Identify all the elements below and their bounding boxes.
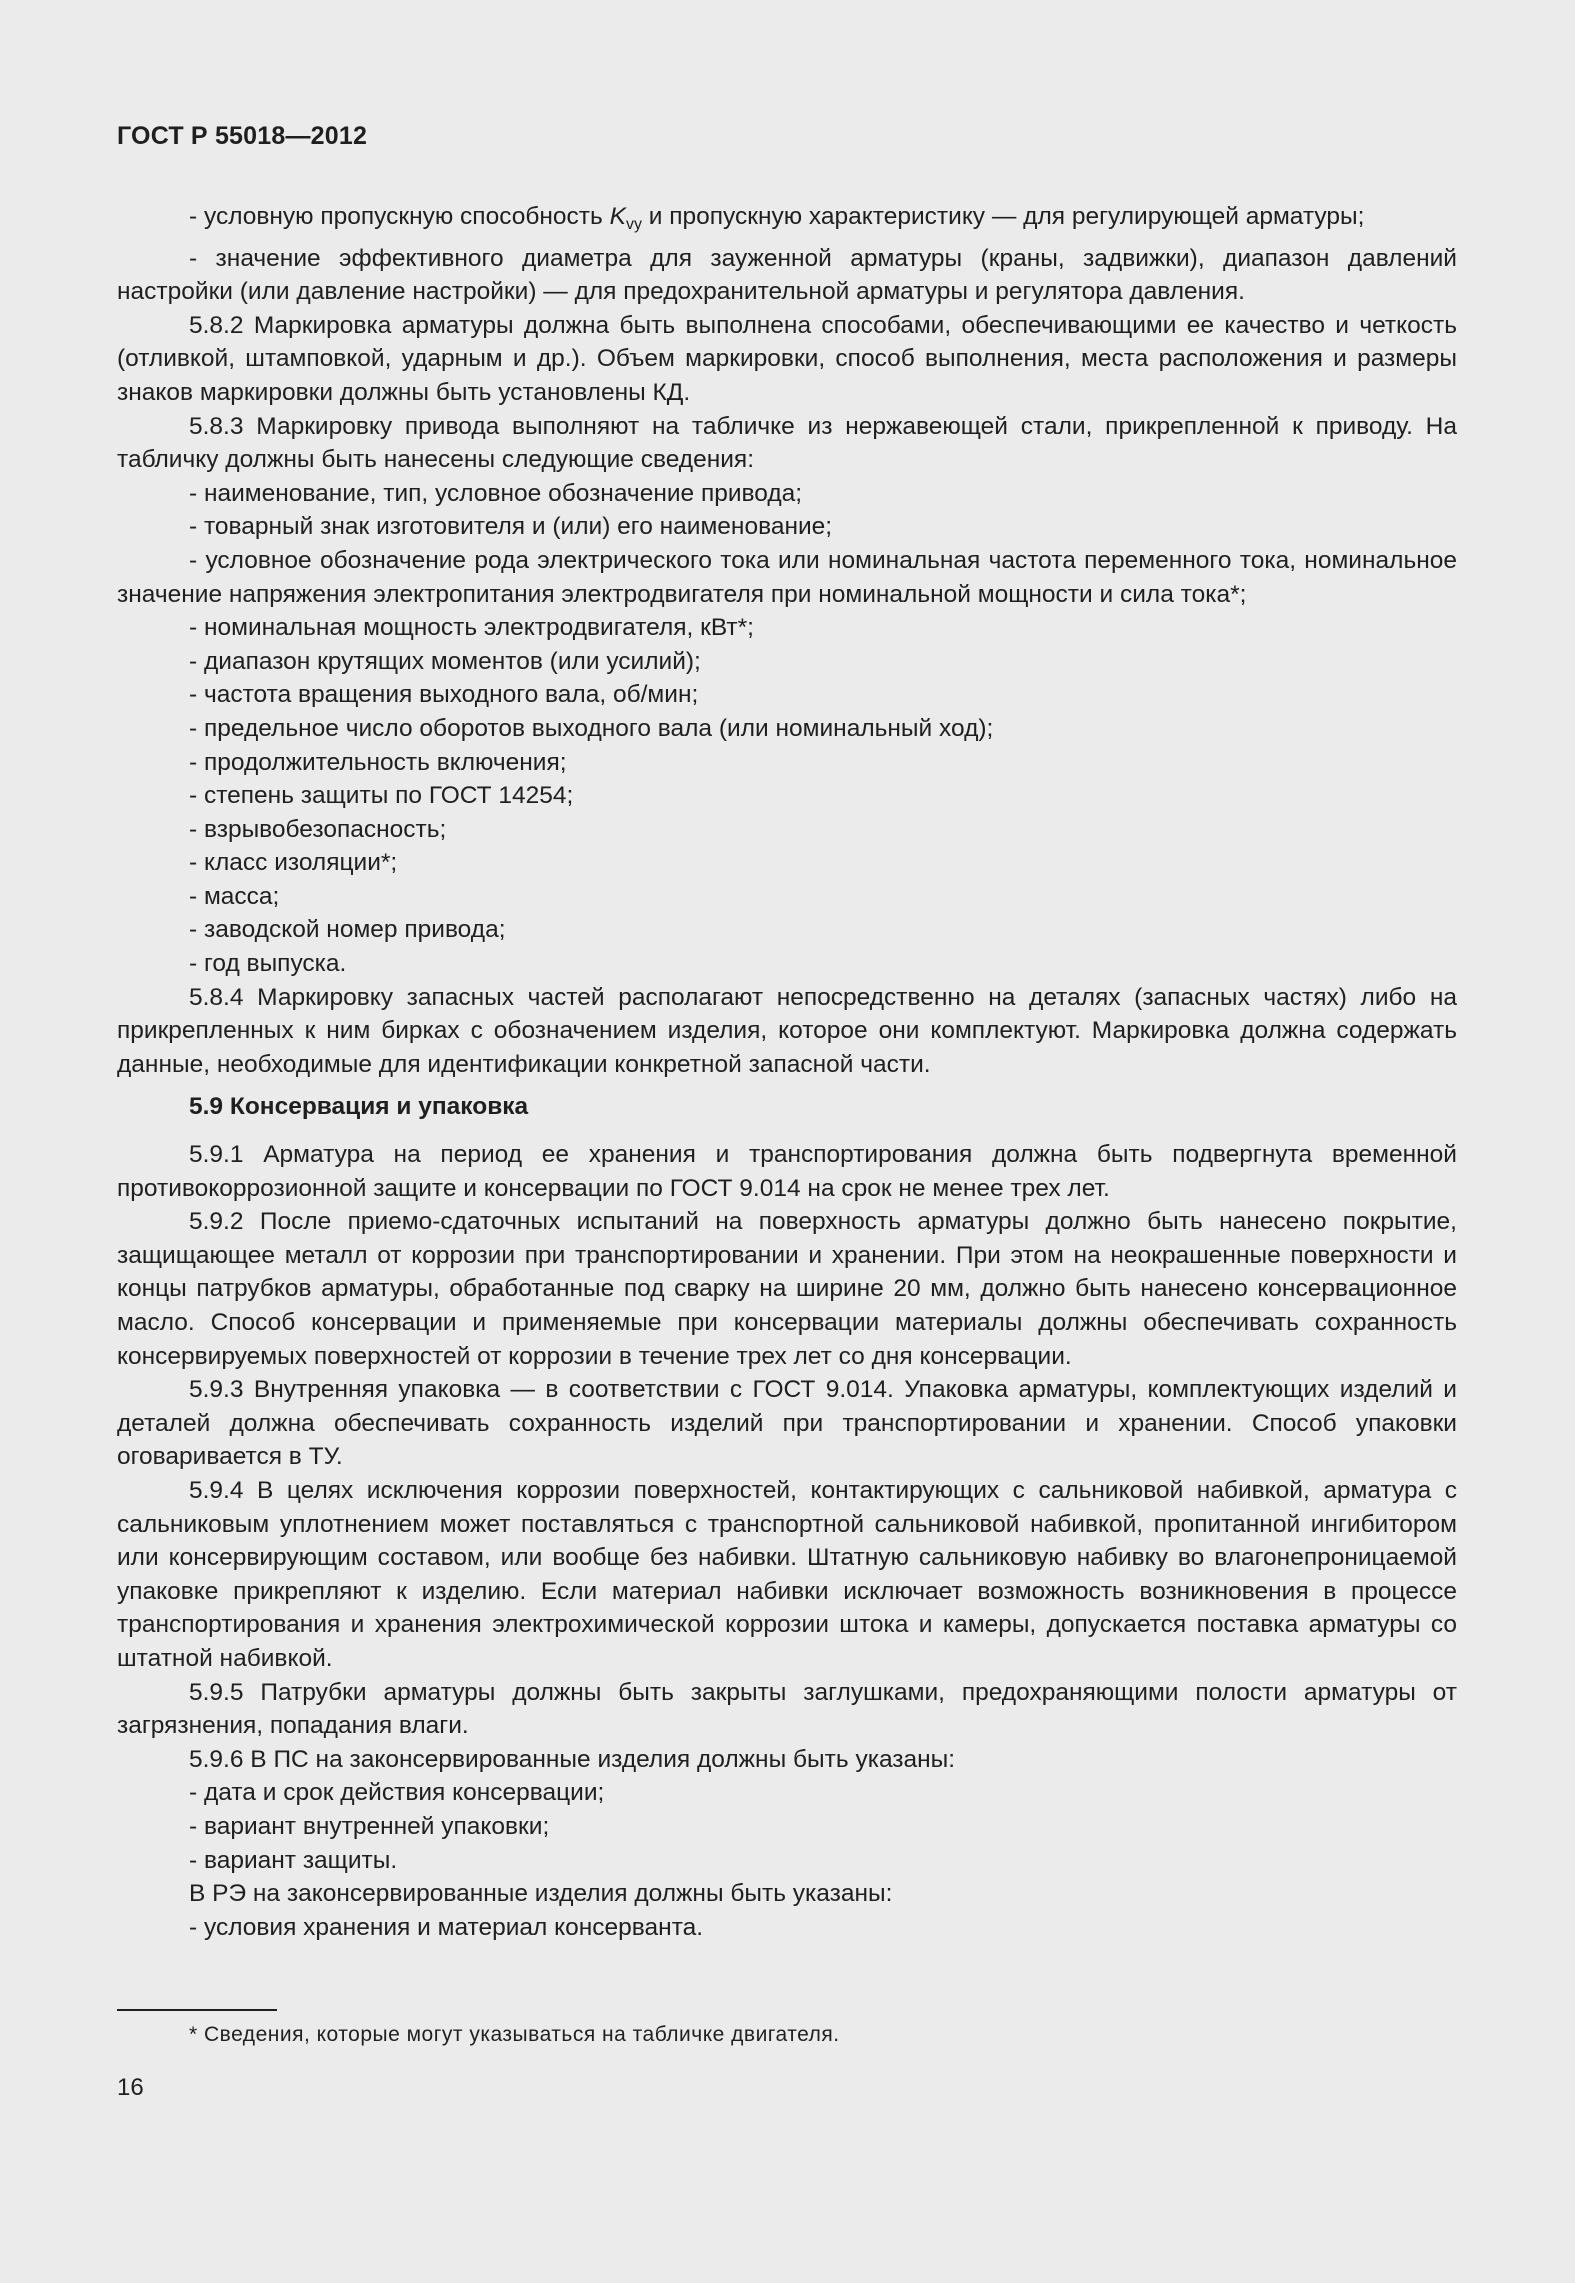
list-item: - номинальная мощность электродвигателя, кВт*; — [189, 614, 754, 642]
section-heading-5-9: 5.9 Консервация и упаковка — [189, 1093, 529, 1121]
list-item: - степень защиты по ГОСТ 14254; — [189, 782, 574, 810]
body-text — [117, 200, 1457, 1944]
list-item: - предельное число оборотов выходного вала (или номинальный ход); — [189, 714, 994, 742]
paragraph-effective-diameter: - значение эффективного диаметра для зауженной арматуры (краны, задвижки), диапазон давлений настройки (или давление настройки) — для предохранительной арматуры и регулятора давления. — [117, 244, 1457, 306]
paragraph-5-9-1: 5.9.1 Арматура на период ее хранения и транспортирования должна быть подвергнута временной противокоррозионной защите и консервации по ГОСТ 9.014 на срок не менее трех лет. — [117, 1141, 1457, 1202]
list-item: - вариант внутренней упаковки; — [189, 1812, 550, 1840]
footnote-divider — [117, 2009, 277, 2011]
paragraph-5-9-2: 5.9.2 После приемо-сдаточных испытаний на поверхность арматуры должно быть нанесено покрытие, защищающее металл от коррозии при транспортировании и хранении. При этом на неокрашенные поверхности и концы патрубков арматуры, обработанные под сварку на ширине 20 мм, должно быть нанесено консервационное масло. Способ консервации и применяемые при консервации материалы должны обеспечивать сохранность консервируемых поверхностей от коррозии в течение трех лет со дня консервации. — [117, 1208, 1457, 1370]
page-number: 16 — [117, 2074, 144, 2101]
list-item: - класс изоляции*; — [189, 849, 398, 877]
list-item: - продолжительность включения; — [189, 748, 567, 776]
paragraph-5-8-4: 5.8.4 Маркировку запасных частей располагают непосредственно на деталях (запасных частях) либо на прикрепленных к ним бирках с обозначением изделия, которое они комплектуют. Маркировка должна содержать данные, необходимые для идентификации конкретной запасной части. — [117, 983, 1457, 1078]
list-item: - год выпуска. — [189, 950, 347, 978]
paragraph-5-9-4: 5.9.4 В целях исключения коррозии поверхностей, контактирующих с сальниковой набивкой, арматура с сальниковым уплотнением может поставляться с транспортной сальниковой набивкой, пропитанной ингибитором или консервирующим составом, или вообще без набивки. Штатную сальниковую набивку во влагонепроницаемой упаковке прикрепляют к изделию. Если материал набивки исключает возможность возникновения в процессе транспортирования и хранения электрохимической коррозии штока и камеры, допускается поставка арматуры со штатной набивкой. — [117, 1476, 1457, 1672]
list-item: - частота вращения выходного вала, об/мин; — [189, 681, 699, 709]
paragraph-5-9-6: 5.9.6 В ПС на законсервированные изделия должны быть указаны: — [189, 1745, 956, 1773]
list-item: - вариант защиты. — [189, 1846, 398, 1874]
list-item: - диапазон крутящих моментов (или усилий); — [189, 647, 701, 675]
list-item: - наименование, тип, условное обозначение привода; — [189, 479, 803, 507]
list-item: - масса; — [189, 882, 280, 910]
list-item: - заводской номер привода; — [189, 916, 506, 944]
paragraph-5-9-3: 5.9.3 Внутренняя упаковка — в соответствии с ГОСТ 9.014. Упаковка арматуры, комплектующих изделий и деталей должна обеспечивать сохранность изделий при транспортировании и хранении. Способ упаковки оговаривается в ТУ. — [117, 1376, 1457, 1471]
paragraph-5-8-3: 5.8.3 Маркировку привода выполняют на табличке из нержавеющей стали, прикрепленной к приводу. На табличку должны быть нанесены следующие сведения: — [117, 412, 1457, 474]
footnote: * Сведения, которые могут указываться на табличке двигателя. — [189, 2023, 840, 2046]
paragraph-5-8-2: 5.8.2 Маркировка арматуры должна быть выполнена способами, обеспечивающими ее качество и четкость (отливкой, штамповкой, ударным и др.). Объем маркировки, способ выполнения, места расположения и размеры знаков маркировки должны быть установлены КД. — [117, 311, 1457, 406]
standard-header: ГОСТ Р 55018—2012 — [117, 122, 368, 150]
paragraph-kvy: - условную пропускную способность $K_{vy}$ и пропускную характеристику — для регулирующей арматуры; — [189, 203, 1365, 233]
paragraph-5-9-5: 5.9.5 Патрубки арматуры должны быть закрыты заглушками, предохраняющими полости арматуры от загрязнения, попадания влаги. — [117, 1678, 1457, 1740]
list-item: - условия хранения и материал консерванта. — [189, 1913, 704, 1941]
list-item: - дата и срок действия консервации; — [189, 1779, 605, 1807]
list-item: - взрывобезопасность; — [189, 815, 447, 843]
list-item: - товарный знак изготовителя и (или) его наименование; — [189, 513, 833, 541]
paragraph-current: - условное обозначение рода электрического тока или номинальная частота переменного тока, номинальное значение напряжения электропитания электродвигателя при номинальной мощности и сила тока*; — [117, 546, 1457, 608]
paragraph-re: В РЭ на законсервированные изделия должны быть указаны: — [189, 1880, 893, 1908]
